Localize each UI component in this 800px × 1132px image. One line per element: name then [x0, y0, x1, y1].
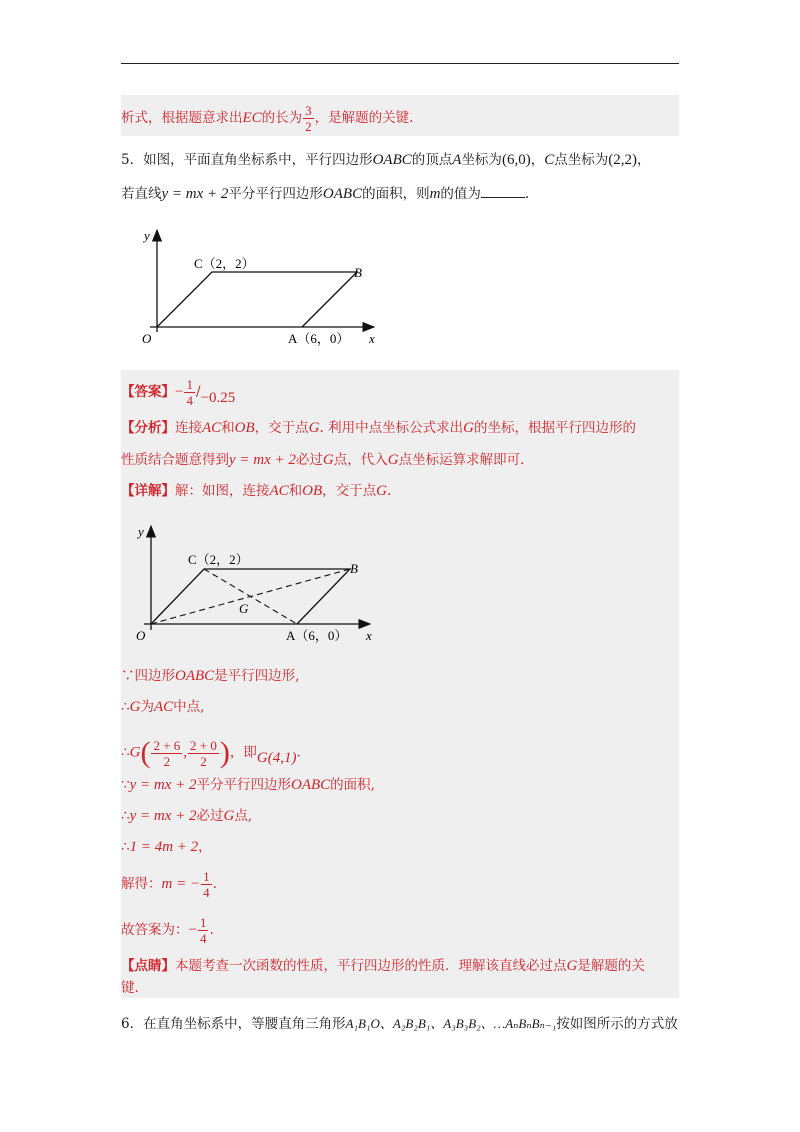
- fig1-b-label: B: [354, 265, 362, 280]
- header-rule: [121, 63, 679, 64]
- detail-line: 【详解】解：如图，连接AC和OB，交于点G.: [121, 483, 392, 499]
- step-3: ∴G( $\frac{2 + 6}{2}$ , $\frac{2 + 0}{2}$ )，即G(4,1).: [121, 736, 301, 769]
- fig1-y-label: y: [144, 228, 150, 243]
- step-8: 故答案为：− $\frac{1}{4}$ .: [121, 915, 214, 946]
- comment-line-1: 【点睛】本题考查一次函数的性质，平行四边形的性质．理解该直线必过点G是解题的关: [121, 958, 645, 974]
- fig1-origin-label: O: [142, 331, 152, 346]
- step-7: 解得：m = − $\frac{1}{4}$ .: [121, 869, 217, 900]
- fig2-c-label: C（2，2）: [188, 552, 249, 567]
- fig1-a-label: A（6，0）: [288, 331, 350, 346]
- fig2-a-label: A（6，0）: [286, 628, 348, 643]
- prev-analysis-line: 析式，根据题意求出EC的长为 $\frac{3}{2}$ ，是解题的关键.: [121, 103, 414, 134]
- question-5-line-2: 若直线y = mx + 2平分平行四边形OABC的面积，则m的值为 .: [121, 183, 529, 204]
- answer-blank: [481, 183, 525, 198]
- fig2-g-label: G: [239, 601, 249, 616]
- fig1-c-label: C（2，2）: [194, 256, 255, 271]
- fig2-y-label: y: [138, 524, 144, 539]
- answer-line: 【答案】− $\frac{1}{4}$ /−0.25: [121, 377, 236, 408]
- fig1-x-label: x: [369, 331, 375, 346]
- fig2-origin-label: O: [136, 628, 146, 643]
- fig2-b-label: B: [350, 561, 358, 576]
- step-1: ∵四边形OABC是平行四边形,: [121, 668, 300, 684]
- fig2-x-label: x: [366, 628, 372, 643]
- question-6-line: 6．在直角坐标系中，等腰直角三角形A₁B₁O、A₂B₂B₁、A₃B₃B₂、…AₙBₙBₙ₋₁按如图所示的方式放: [121, 1016, 678, 1032]
- step-5: ∴y = mx + 2必过G点,: [121, 808, 253, 824]
- step-2: ∴G为AC中点,: [121, 699, 205, 715]
- fraction-three-halves: $\frac{3}{2}$: [305, 103, 312, 134]
- analysis-line-2: 性质结合题意得到y = mx + 2必过G点，代入G点坐标运算求解即可.: [121, 452, 525, 468]
- step-4: ∵y = mx + 2平分平行四边形OABC的面积,: [121, 777, 375, 793]
- figure-1-parallelogram: [136, 224, 386, 350]
- figure-2-parallelogram-diagonals: [132, 518, 382, 648]
- question-5-line-1: 5．如图，平面直角坐标系中，平行四边形OABC的顶点A坐标为(6,0)，C点坐标为(2,2)，: [121, 152, 651, 168]
- comment-line-2: 键.: [121, 980, 139, 996]
- step-6: ∴1 = 4m + 2，: [121, 839, 212, 855]
- analysis-line-1: 【分析】连接AC和OB，交于点G. 利用中点坐标公式求出G的坐标，根据平行四边形的: [121, 420, 636, 436]
